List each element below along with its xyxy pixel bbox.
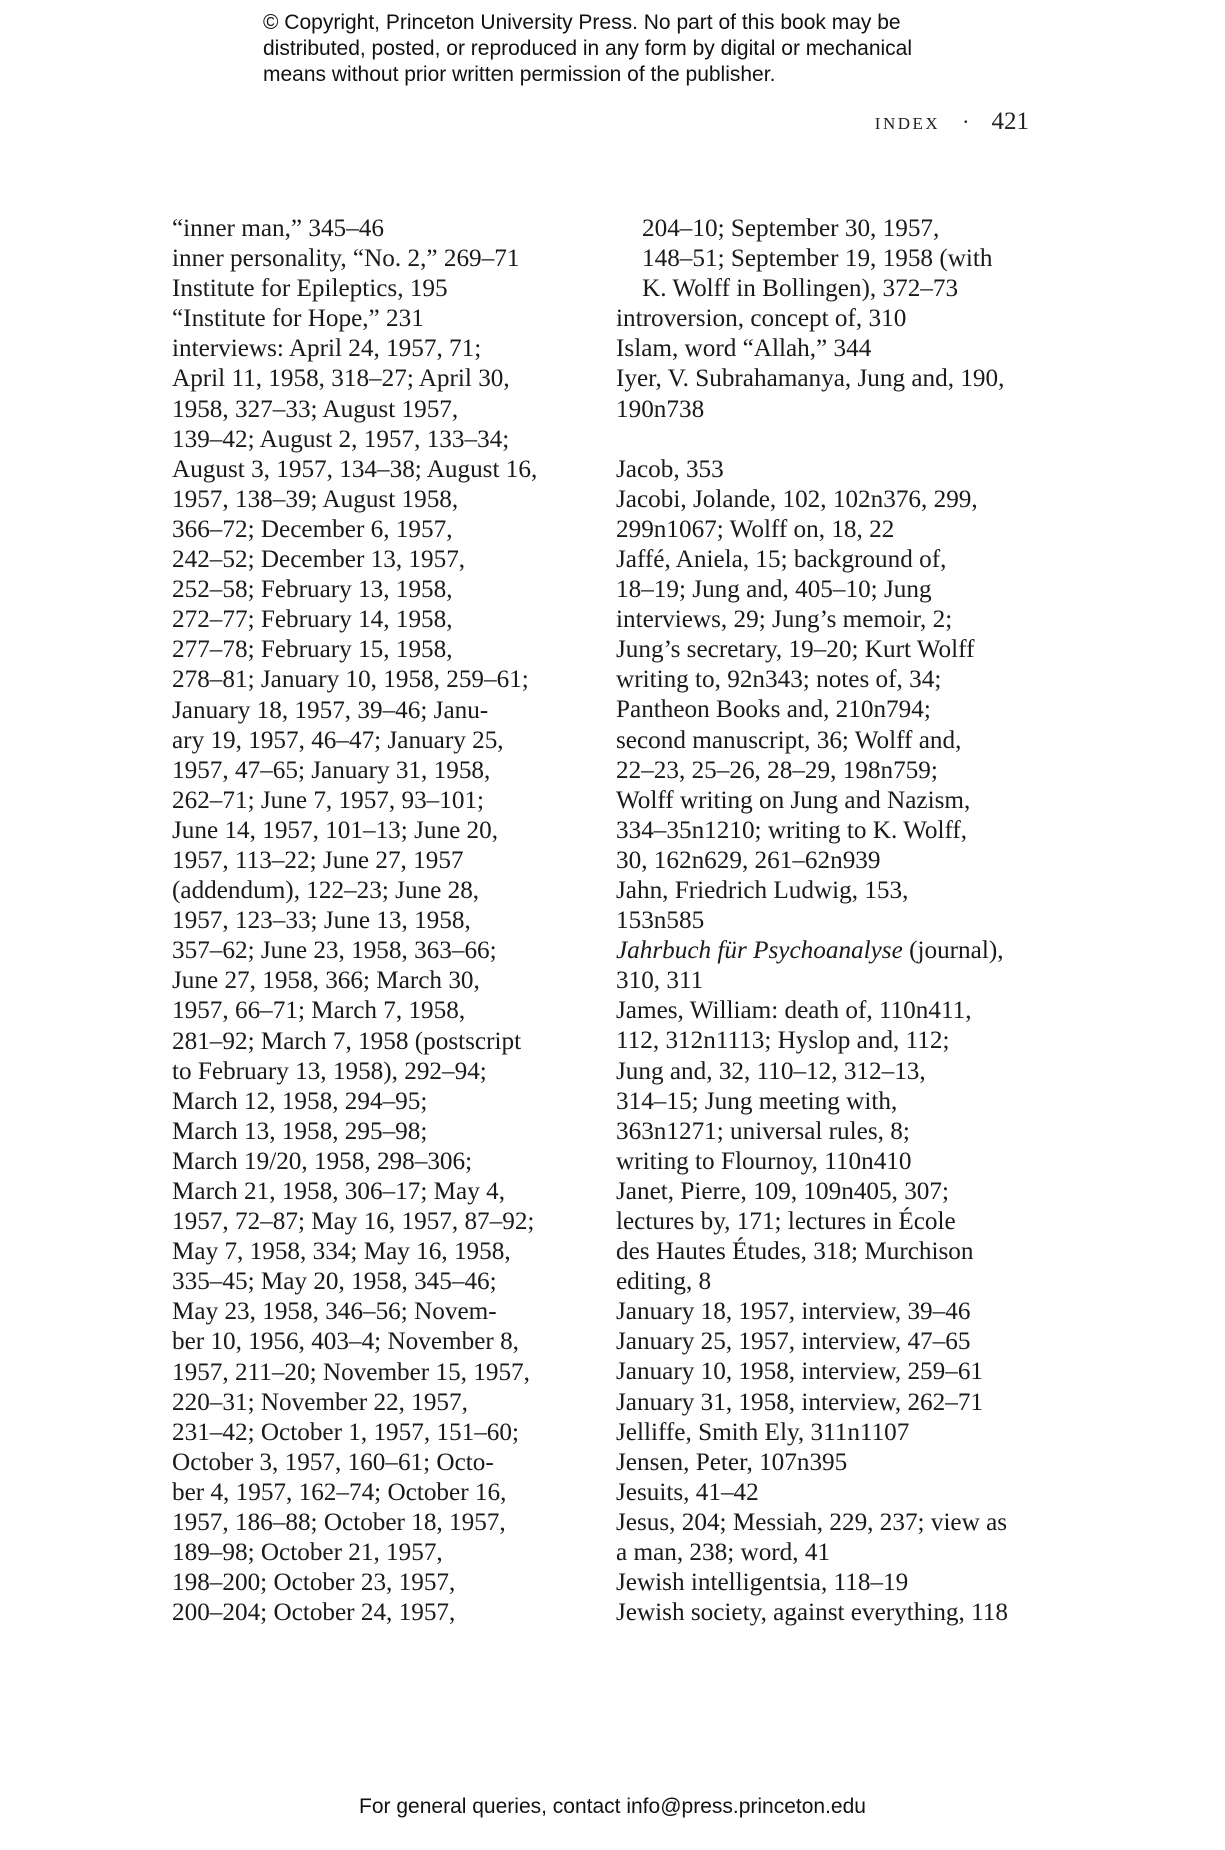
- index-entry-line: June 14, 1957, 101–13; June 20,: [172, 816, 499, 844]
- index-entry-line: 363n1271; universal rules, 8;: [616, 1117, 910, 1145]
- index-entry-line: “Institute for Hope,” 231: [172, 305, 424, 333]
- index-entry-line: 200–204; October 24, 1957,: [172, 1599, 456, 1627]
- index-entry-line: Wolff writing on Jung and Nazism,: [616, 786, 971, 814]
- index-entry-line: 277–78; February 15, 1958,: [172, 636, 453, 664]
- index-entry-line: Jaffé, Aniela, 15; background of,: [616, 545, 947, 573]
- index-entry-line: 252–58; February 13, 1958,: [172, 576, 453, 604]
- separator-dot: ·: [962, 109, 970, 134]
- index-entry-line: lectures by, 171; lectures in École: [616, 1208, 956, 1235]
- section-title: INDEX: [874, 114, 941, 133]
- index-entry-line: 112, 312n1113; Hyslop and, 112;: [616, 1027, 950, 1055]
- index-entry: [616, 1177, 1036, 1297]
- index-entry-line: 1957, 47–65; January 31, 1958,: [172, 756, 491, 784]
- index-entry-line: [616, 936, 1036, 966]
- index-entry: [616, 1357, 1036, 1387]
- index-entry-line: (addendum), 122–23; June 28,: [172, 877, 480, 905]
- index-entry-line: interviews, 29; Jung’s memoir, 2;: [616, 606, 953, 634]
- index-entry: [616, 1598, 1036, 1628]
- index-column-right: [616, 214, 1036, 1628]
- index-entry: [616, 1297, 1036, 1327]
- index-entry: [616, 485, 1036, 545]
- index-entry-line: Jacob, 353: [616, 455, 724, 483]
- index-entry-line: second manuscript, 36; Wolff and,: [616, 726, 962, 754]
- index-entry-line: 272–77; February 14, 1958,: [172, 606, 453, 634]
- index-entry-line: 1958, 327–33; August 1957,: [172, 395, 459, 423]
- index-entry-line: 242–52; December 13, 1957,: [172, 546, 466, 574]
- index-entry: [172, 274, 612, 304]
- copyright-line: distributed, posted, or reproduced in any form by digital or mechanical: [263, 37, 913, 60]
- index-entry-line: Institute for Epileptics, 195: [172, 275, 448, 303]
- index-entry-line: 1957, 211–20; November 15, 1957,: [172, 1358, 530, 1386]
- index-entry-line: Jewish intelligentsia, 118–19: [616, 1569, 909, 1597]
- index-entry-line: 310, 311: [616, 967, 704, 995]
- index-entry-line: 18–19; Jung and, 405–10; Jung: [616, 576, 932, 604]
- journal-note: (journal),: [902, 937, 1004, 965]
- index-entry-line: Jelliffe, Smith Ely, 311n1107: [616, 1418, 910, 1446]
- index-entry-line: June 27, 1958, 366; March 30,: [172, 967, 480, 995]
- running-head: [875, 108, 1029, 136]
- index-entry-line: to February 13, 1958), 292–94;: [172, 1057, 487, 1085]
- index-entry-line: 366–72; December 6, 1957,: [172, 515, 453, 543]
- index-entry-line: 1957, 72–87; May 16, 1957, 87–92;: [172, 1208, 535, 1236]
- copyright-line: means without prior written permission of the publisher.: [263, 63, 776, 86]
- index-entry-line: January 25, 1957, interview, 47–65: [616, 1328, 971, 1356]
- index-entry-line: 262–71; June 7, 1957, 93–101;: [172, 786, 485, 814]
- index-entry-line: 281–92; March 7, 1958 (postscript: [172, 1027, 522, 1055]
- index-entry-line: 278–81; January 10, 1958, 259–61;: [172, 666, 529, 694]
- index-entry-line: Jung and, 32, 110–12, 312–13,: [616, 1057, 926, 1085]
- index-entry: [616, 1448, 1036, 1478]
- index-entry-line: 334–35n1210; writing to K. Wolff,: [616, 816, 968, 844]
- letter-group-gap: [616, 425, 1036, 455]
- index-group: [616, 996, 1036, 1628]
- index-entry-line: March 21, 1958, 306–17; May 4,: [172, 1178, 505, 1205]
- index-entry-line: 231–42; October 1, 1957, 151–60;: [172, 1418, 519, 1446]
- index-entry: [172, 334, 612, 1628]
- index-entry-line: January 10, 1958, interview, 259–61: [616, 1358, 984, 1386]
- index-entry: [616, 1478, 1036, 1508]
- index-entry-line: March 19/20, 1958, 298–306;: [172, 1147, 473, 1175]
- index-entry: [616, 1418, 1036, 1448]
- index-entry-line: a man, 238; word, 41: [616, 1539, 831, 1567]
- index-group: [616, 304, 1036, 424]
- index-entry-line: 22–23, 25–26, 28–29, 198n759;: [616, 756, 938, 784]
- index-entry-line: Pantheon Books and, 210n794;: [616, 696, 931, 724]
- journal-title: Jahrbuch für Psychoanalyse: [616, 937, 903, 965]
- index-entry: [616, 455, 1036, 485]
- index-entry-line: 198–200; October 23, 1957,: [172, 1569, 456, 1597]
- index-entry-line: May 23, 1958, 346–56; Novem-: [172, 1298, 497, 1326]
- index-entry: [172, 214, 612, 244]
- index-entry-line: des Hautes Études, 318; Murchison: [616, 1238, 974, 1266]
- index-entry-line: Jensen, Peter, 107n395: [616, 1448, 848, 1476]
- copyright-line: © Copyright, Princeton University Press. No part of this book may be: [263, 11, 901, 34]
- index-entry-line: ary 19, 1957, 46–47; January 25,: [172, 726, 504, 754]
- index-entry-line: “inner man,” 345–46: [172, 215, 384, 242]
- index-entry: [616, 1388, 1036, 1418]
- index-entry-line: James, William: death of, 110n411,: [616, 997, 972, 1025]
- index-entry-line: Janet, Pierre, 109, 109n405, 307;: [616, 1177, 949, 1205]
- index-entry-line: Jewish society, against everything, 118: [616, 1599, 1008, 1627]
- index-entry-line: January 18, 1957, 39–46; Janu-: [172, 696, 489, 724]
- index-entry: [616, 304, 1036, 334]
- index-entry-line: interviews: April 24, 1957, 71;: [172, 335, 482, 363]
- index-entry-line: editing, 8: [616, 1268, 712, 1296]
- index-entry-line: Jahn, Friedrich Ludwig, 153,: [616, 876, 909, 904]
- index-entry-line: Jacobi, Jolande, 102, 102n376, 299,: [616, 485, 978, 513]
- index-entry-line: 1957, 123–33; June 13, 1958,: [172, 907, 471, 935]
- index-entry: [616, 1568, 1036, 1598]
- index-entry-line: October 3, 1957, 160–61; Octo-: [172, 1448, 494, 1476]
- index-entry-line: inner personality, “No. 2,” 269–71: [172, 245, 520, 273]
- index-group: [616, 455, 1036, 937]
- index-entry-line: May 7, 1958, 334; May 16, 1958,: [172, 1238, 511, 1266]
- index-entry-line: Iyer, V. Subrahamanya, Jung and, 190,: [616, 365, 1005, 393]
- page-number: 421: [991, 108, 1029, 135]
- index-entry-line: August 3, 1957, 134–38; August 16,: [172, 455, 538, 483]
- index-entry-line: Jesus, 204; Messiah, 229, 237; view as: [616, 1508, 1008, 1536]
- index-entry-line: 1957, 113–22; June 27, 1957: [172, 846, 464, 874]
- copyright-notice: [263, 10, 1023, 88]
- index-entry-line: Jung’s secretary, 19–20; Kurt Wolff: [616, 636, 975, 664]
- index-entry: [616, 545, 1036, 876]
- index-entry: [616, 1508, 1036, 1568]
- index-entry-line: Jesuits, 41–42: [616, 1478, 759, 1506]
- index-entry-line: ber 4, 1957, 162–74; October 16,: [172, 1478, 507, 1506]
- index-entry-line: Islam, word “Allah,” 344: [616, 335, 872, 363]
- index-entry-line: January 31, 1958, interview, 262–71: [616, 1388, 984, 1416]
- index-entry-line: introversion, concept of, 310: [616, 305, 907, 333]
- index-entry-line: 220–31; November 22, 1957,: [172, 1388, 468, 1416]
- index-column-left: [172, 214, 612, 1628]
- index-entry-line: 189–98; October 21, 1957,: [172, 1539, 443, 1567]
- index-entry-line: K. Wolff in Bollingen), 372–73: [642, 275, 959, 303]
- index-entry-line: writing to, 92n343; notes of, 34;: [616, 666, 942, 694]
- index-entry: [616, 334, 1036, 364]
- index-entry: [616, 936, 1036, 996]
- index-entry-line: 1957, 186–88; October 18, 1957,: [172, 1509, 506, 1537]
- index-entry-line: ber 10, 1956, 403–4; November 8,: [172, 1328, 519, 1356]
- index-entry-line: March 12, 1958, 294–95;: [172, 1087, 428, 1115]
- index-entry-line: 314–15; Jung meeting with,: [616, 1087, 898, 1115]
- index-entry-line: 357–62; June 23, 1958, 363–66;: [172, 937, 497, 965]
- index-entry-line: 1957, 66–71; March 7, 1958,: [172, 997, 466, 1025]
- index-entry-continuation: [616, 214, 1036, 304]
- index-entry-line: 335–45; May 20, 1958, 345–46;: [172, 1268, 497, 1296]
- index-entry: [172, 304, 612, 334]
- index-entry-line: 148–51; September 19, 1958 (with: [642, 245, 993, 273]
- index-entry-line: 190n738: [616, 395, 705, 423]
- index-entry-line: January 18, 1957, interview, 39–46: [616, 1298, 971, 1326]
- index-entry-line: 139–42; August 2, 1957, 133–34;: [172, 425, 510, 453]
- index-entry: [172, 244, 612, 274]
- index-entry-line: March 13, 1958, 295–98;: [172, 1117, 428, 1145]
- index-entry-line: 1957, 138–39; August 1958,: [172, 485, 459, 513]
- index-entry: [616, 1327, 1036, 1357]
- footer-contact: For general queries, contact info@press.princeton.edu: [359, 1795, 866, 1818]
- index-entry-line: 153n585: [616, 907, 705, 935]
- index-entry: [616, 876, 1036, 936]
- index-entry-line: April 11, 1958, 318–27; April 30,: [172, 365, 510, 393]
- index-entry: [616, 364, 1036, 424]
- index-entry-line: 30, 162n629, 261–62n939: [616, 846, 881, 874]
- index-entry-line: writing to Flournoy, 110n410: [616, 1147, 912, 1175]
- index-entry: [616, 996, 1036, 1177]
- index-entry-line: 299n1067; Wolff on, 18, 22: [616, 515, 895, 543]
- index-entry-line: 204–10; September 30, 1957,: [642, 215, 940, 242]
